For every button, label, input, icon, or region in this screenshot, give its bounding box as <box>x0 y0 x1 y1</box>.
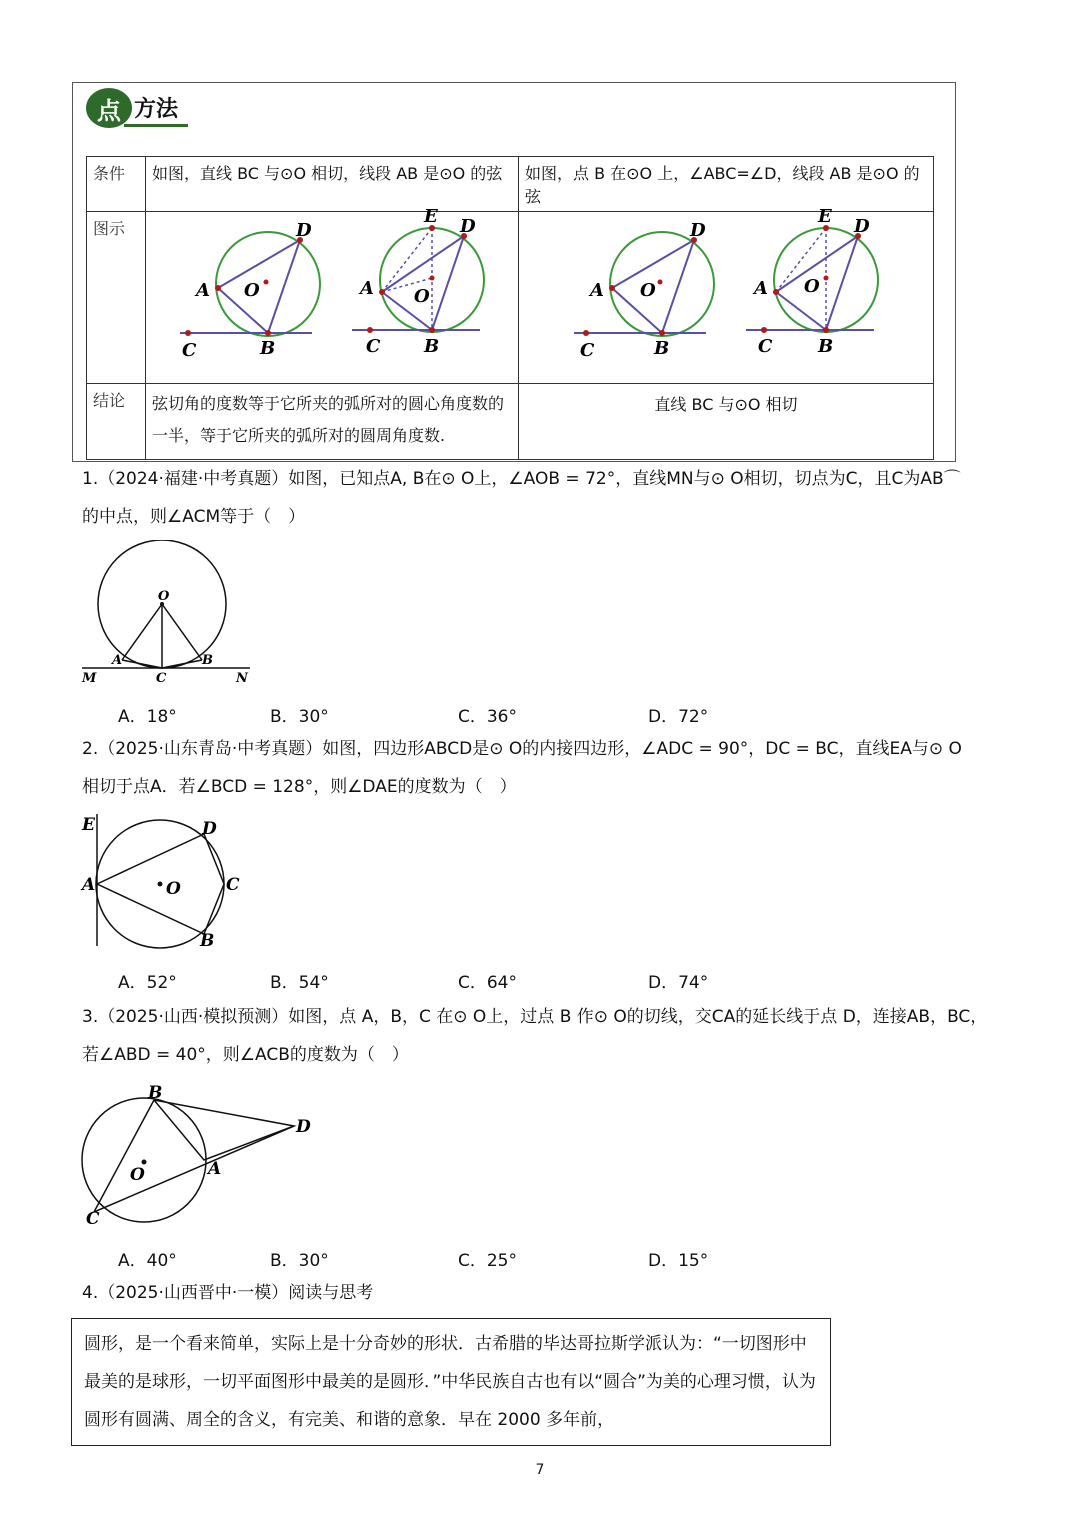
svg-text:O: O <box>166 879 181 899</box>
method-figure-2 <box>352 206 484 357</box>
figure-label: 图示 <box>87 212 146 384</box>
method-figure-3 <box>574 220 714 361</box>
question-2-figure <box>78 812 258 952</box>
svg-text:C: C <box>580 340 595 361</box>
svg-text:D: D <box>296 220 312 241</box>
option-a[interactable]: A．40° <box>118 1251 177 1271</box>
svg-text:O: O <box>244 280 260 301</box>
question-2-line2: 相切于点A．若∠BCD = 128°，则∠DAE的度数为（ ） <box>82 777 517 797</box>
svg-text:E: E <box>82 815 95 835</box>
method-badge-title: 方法 <box>134 96 179 122</box>
svg-text:A: A <box>82 875 96 895</box>
svg-text:C: C <box>156 671 167 686</box>
svg-text:O: O <box>414 286 430 307</box>
svg-text:B: B <box>148 1083 163 1103</box>
method-badge: 点 <box>86 88 132 128</box>
option-b[interactable]: B．30° <box>270 1251 329 1271</box>
conclusion-right: 直线 BC 与⊙O 相切 <box>519 384 934 460</box>
question-2-line1: 2.（2025·山东青岛·中考真题）如图，四边形ABCD是⊙ O的内接四边形，∠ADC = 90°，DC = BC，直线EA与⊙ O <box>82 739 962 759</box>
svg-text:A: A <box>360 278 374 299</box>
question-3-line2: 若∠ABD = 40°，则∠ACB的度数为（ ） <box>82 1045 409 1065</box>
svg-text:O: O <box>804 276 820 297</box>
question-4-line1: 4.（2025·山西晋中·一模）阅读与思考 <box>82 1283 374 1303</box>
option-b[interactable]: B．30° <box>270 707 329 727</box>
svg-text:D: D <box>460 216 476 237</box>
question-1-line1: 1.（2024·福建·中考真题）如图，已知点A, B在⊙ O上，∠AOB = 72°，直线MN与⊙ O相切，切点为C，且C为AB⌒ <box>82 469 961 489</box>
condition-left: 如图，直线 BC 与⊙O 相切，线段 AB 是⊙O 的弦 <box>146 157 519 212</box>
svg-text:O: O <box>640 280 656 301</box>
question-1-line2: 的中点，则∠ACM等于（ ） <box>82 507 306 527</box>
question-1-figure <box>78 540 258 688</box>
svg-text:N: N <box>236 671 248 686</box>
svg-text:A: A <box>754 278 768 299</box>
svg-text:D: D <box>202 819 217 839</box>
svg-text:B: B <box>424 336 440 357</box>
svg-text:A: A <box>590 280 604 301</box>
option-d[interactable]: D．72° <box>648 707 709 727</box>
method-figure-4 <box>746 206 878 357</box>
svg-text:B: B <box>202 653 213 668</box>
svg-text:A: A <box>112 653 123 668</box>
svg-text:C: C <box>226 875 240 895</box>
svg-text:D: D <box>296 1117 311 1137</box>
method-figure-1 <box>180 220 320 361</box>
svg-text:O: O <box>130 1165 145 1185</box>
condition-label: 条件 <box>87 157 146 212</box>
svg-text:B: B <box>654 338 670 359</box>
svg-text:C: C <box>182 340 197 361</box>
question-3-figure <box>78 1080 328 1230</box>
reading-passage: 圆形，是一个看来简单，实际上是十分奇妙的形状．古希腊的毕达哥拉斯学派认为：“一切图形中最美的是球形，一切平面图形中最美的是圆形．”中华民族自古也有以“圆合”为美的心理习惯，认为圆形有圆满、周全的含义，有完美、和谐的意象．早在 2000 多年前， <box>71 1318 831 1446</box>
svg-text:B: B <box>260 338 276 359</box>
svg-text:O: O <box>158 589 170 604</box>
method-figures <box>140 196 940 366</box>
option-c[interactable]: C．25° <box>458 1251 518 1271</box>
conclusion-label: 结论 <box>87 384 146 460</box>
svg-text:C: C <box>366 336 381 357</box>
svg-text:E: E <box>424 206 438 227</box>
option-d[interactable]: D．15° <box>648 1251 709 1271</box>
question-2 <box>82 730 1002 806</box>
question-3 <box>82 998 1002 1074</box>
option-b[interactable]: B．54° <box>270 973 329 993</box>
svg-text:C: C <box>86 1209 100 1229</box>
option-d[interactable]: D．74° <box>648 973 709 993</box>
option-c[interactable]: C．36° <box>458 707 518 727</box>
svg-text:B: B <box>200 931 215 951</box>
svg-text:M: M <box>82 671 97 686</box>
svg-text:E: E <box>818 206 832 227</box>
question-3-line1: 3.（2025·山西·模拟预测）如图，点 A，B，C 在⊙ O上，过点 B 作⊙ O的切线，交CA的延长线于点 D，连接AB，BC， <box>82 1007 988 1027</box>
question-1 <box>82 460 1002 536</box>
option-c[interactable]: C．64° <box>458 973 518 993</box>
svg-text:A: A <box>196 280 210 301</box>
svg-text:C: C <box>758 336 773 357</box>
svg-text:D: D <box>690 220 706 241</box>
svg-text:D: D <box>854 216 870 237</box>
svg-text:A: A <box>208 1159 222 1179</box>
option-a[interactable]: A．52° <box>118 973 177 993</box>
conclusion-left: 弦切角的度数等于它所夹的弧所对的圆心角度数的一半，等于它所夹的弧所对的圆周角度数. <box>146 384 519 460</box>
question-4 <box>82 1274 1002 1312</box>
badge-underline <box>124 124 188 127</box>
page-number: 7 <box>535 1462 545 1478</box>
svg-text:B: B <box>818 336 834 357</box>
option-a[interactable]: A．18° <box>118 707 177 727</box>
condition-right: 如图，点 B 在⊙O 上，∠ABC=∠D，线段 AB 是⊙O 的弦 <box>519 157 934 212</box>
